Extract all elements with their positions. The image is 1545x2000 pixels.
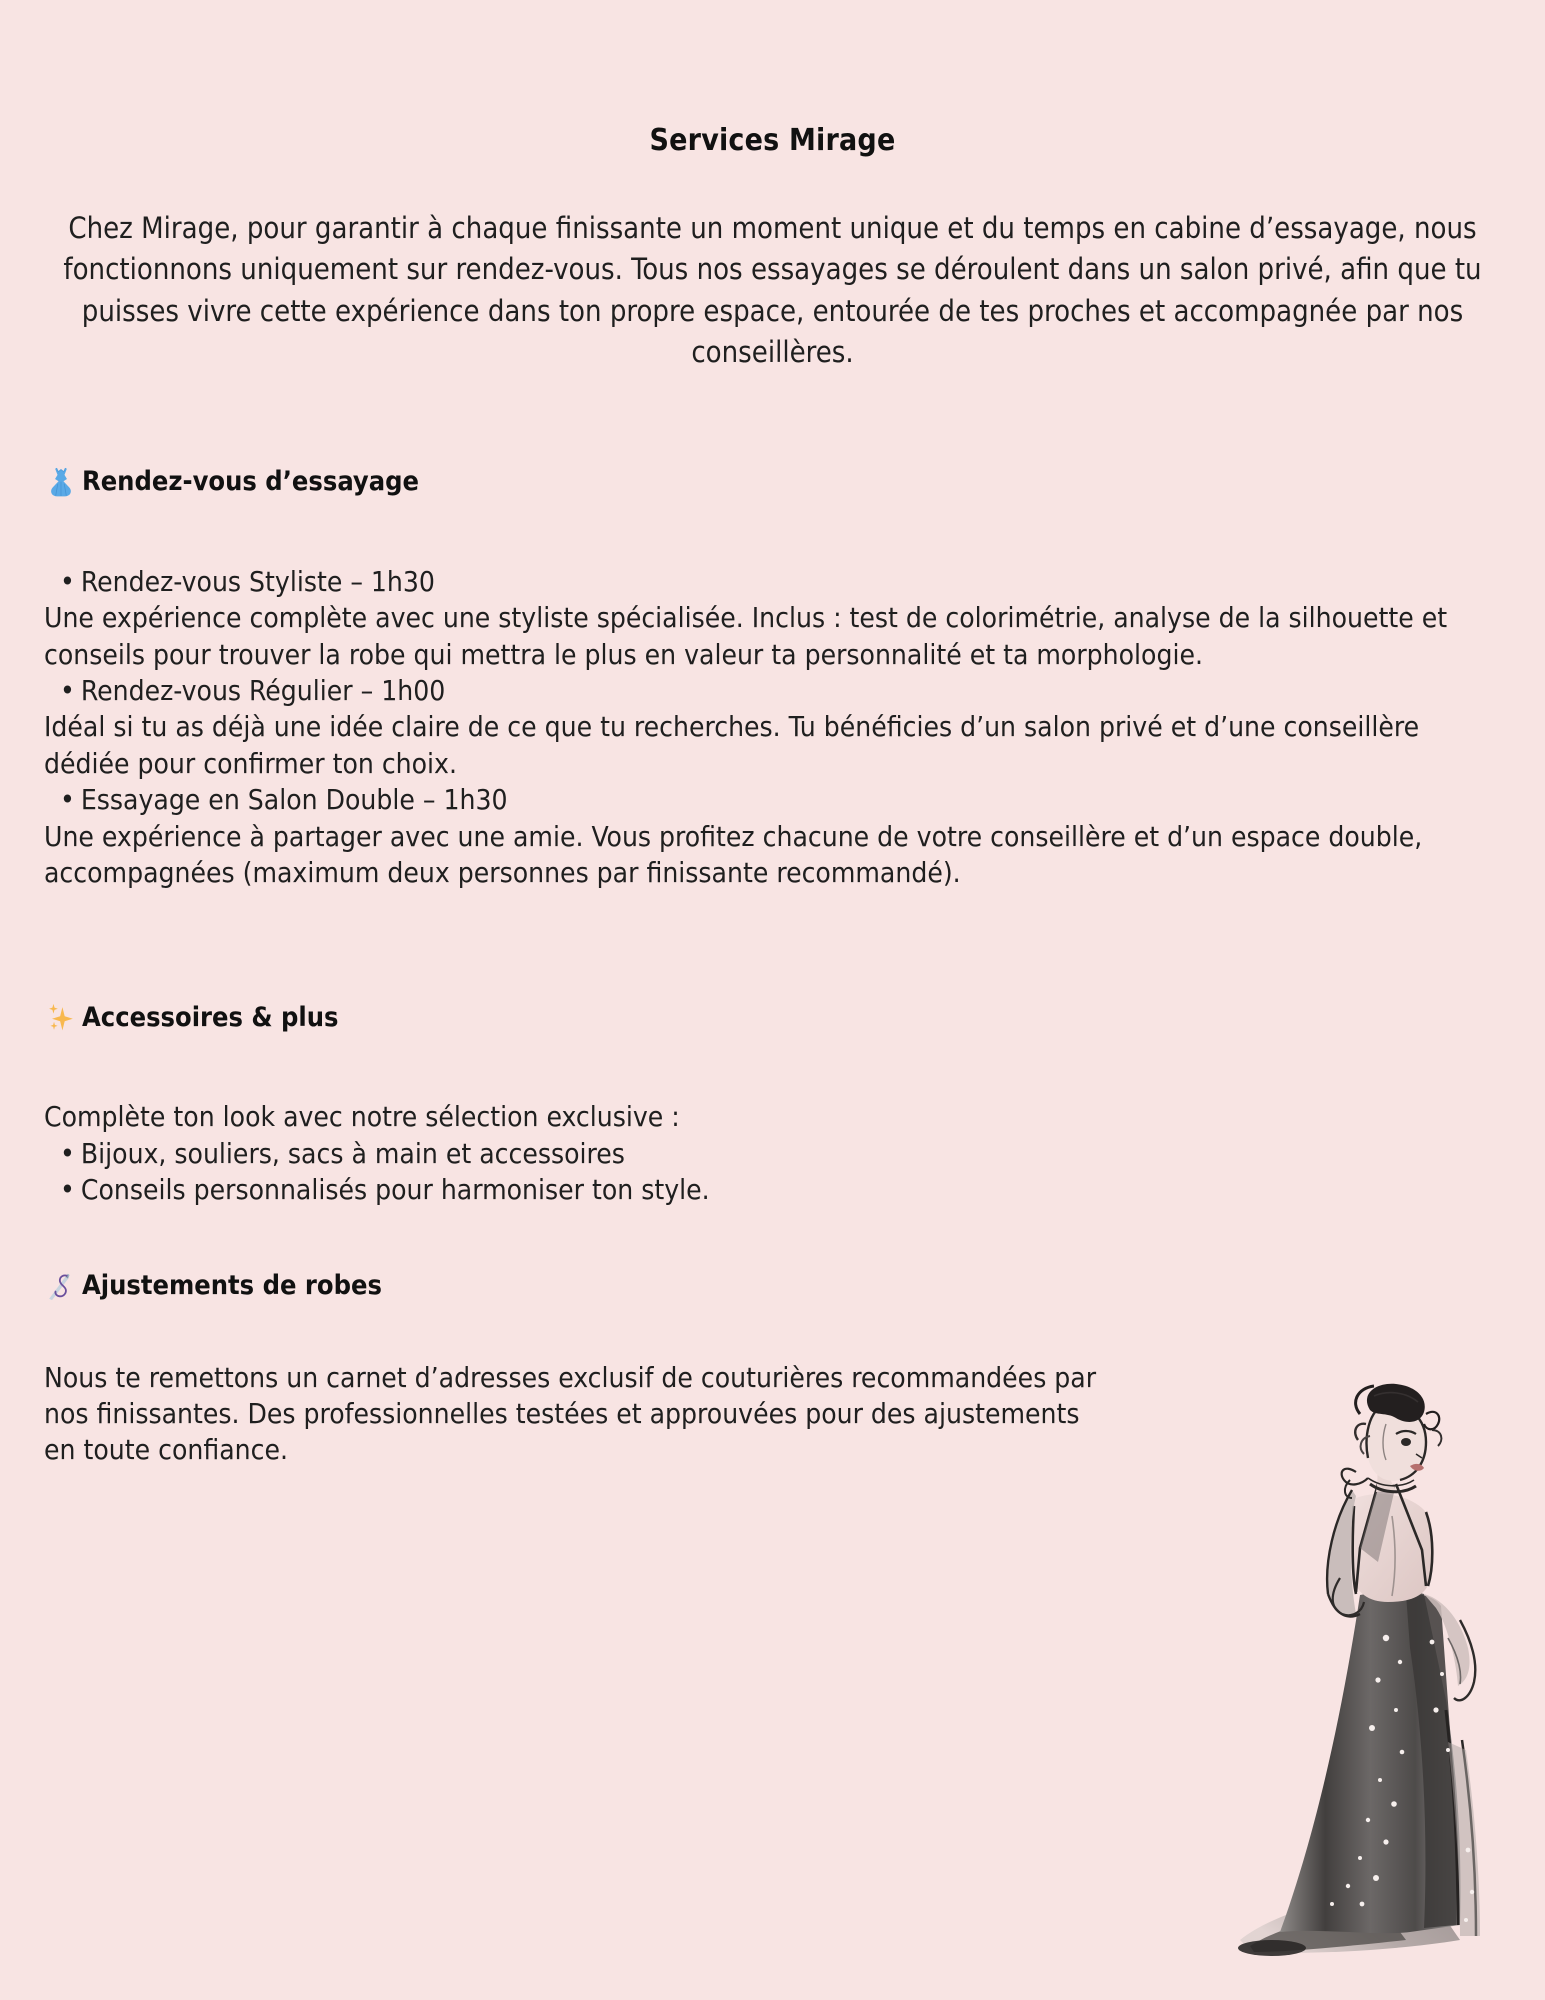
alterations-body (44, 1360, 1497, 1469)
appointments-heading (44, 467, 1497, 501)
bullet-dot: • (60, 564, 75, 598)
section-appointments (0, 467, 1545, 892)
accessories-lead: Complète ton look avec notre sélection exclusive : (44, 1100, 680, 1134)
appointments-heading-label: Rendez-vous d’essayage (82, 465, 419, 497)
accessories-bullet (44, 1172, 1497, 1208)
appointment-item-title (44, 782, 1497, 818)
appointment-item-title (44, 673, 1497, 709)
alterations-description: Nous te remettons un carnet d’adresses exclusif de couturières recommandées par nos finissantes. Des professionnelles testées et approuvées pour des ajustements en toute confiance. (44, 1360, 1097, 1467)
accessories-body (44, 1099, 1497, 1208)
accessories-bullet-text: Conseils personnalisés pour harmoniser ton style. (80, 1173, 710, 1207)
appointment-item-description: Idéal si tu as déjà une idée claire de ce que tu recherches. Tu bénéficies d’un salon privé et d’une conseillère dédiée pour confirmer ton choix. (44, 710, 1420, 780)
appointments-body (44, 564, 1497, 892)
accessories-heading (44, 1003, 1497, 1037)
alterations-heading-label: Ajustements de robes (82, 1269, 382, 1301)
intro-paragraph: Chez Mirage, pour garantir à chaque finissante un moment unique et du temps en cabine d’essayage, nous fonctionnons uniquement sur rendez-vous. Tous nos essayages se déroulent dans un salon privé, afin que tu puisses vivre cette expérience dans ton propre espace, entourée de tes proches et accompagnée par nos conseillères. (63, 211, 1482, 370)
bullet-dot: • (60, 783, 75, 817)
appointment-item-title-text: Essayage en Salon Double – 1h30 (80, 783, 508, 817)
section-alterations (0, 1271, 1545, 1469)
appointment-item-title (44, 564, 1497, 600)
dress-icon (44, 465, 78, 499)
bullet-dot: • (60, 1136, 75, 1170)
sparkles-icon (44, 1001, 78, 1035)
bullet-dot: • (60, 1173, 75, 1207)
alterations-heading (44, 1271, 1497, 1305)
bullet-dot: • (60, 674, 75, 708)
appointment-item-description: Une expérience à partager avec une amie. Vous profitez chacune de votre conseillère et d’un espace double, accompagnées (maximum deux personnes par finissante recommandé). (44, 819, 1423, 889)
sewing-needle-icon (44, 1269, 78, 1303)
page-title: Services Mirage (649, 123, 896, 158)
appointment-item-title-text: Rendez-vous Styliste – 1h30 (80, 564, 435, 598)
appointment-item-title-text: Rendez-vous Régulier – 1h00 (80, 674, 446, 708)
section-accessories (0, 1003, 1545, 1208)
accessories-heading-label: Accessoires & plus (82, 1002, 339, 1034)
accessories-bullet (44, 1136, 1497, 1172)
accessories-bullet-text: Bijoux, souliers, sacs à main et accessoires (80, 1136, 625, 1170)
appointment-item-description: Une expérience complète avec une styliste spécialisée. Inclus : test de colorimétrie, analyse de la silhouette et conseils pour trouver la robe qui mettra le plus en valeur ta personnalité et ta morphologie. (44, 601, 1448, 671)
fashion-sketch-illustration (1210, 1380, 1545, 2000)
